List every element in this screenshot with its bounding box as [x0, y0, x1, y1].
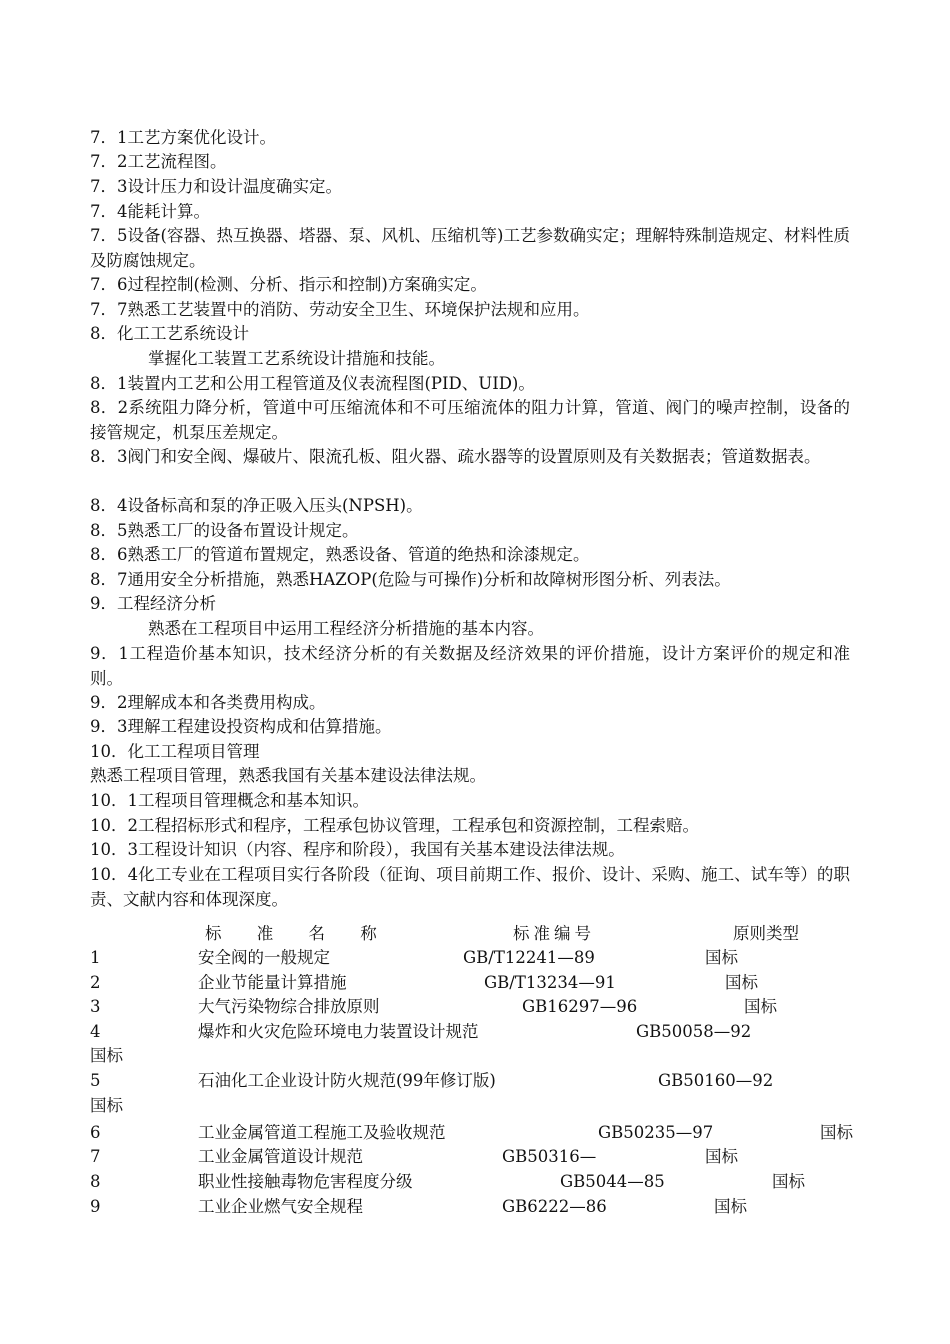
text-line: 8．1装置内工艺和公用工程管道及仪表流程图(PID、UID)。: [90, 374, 535, 393]
standard-type: 国标: [744, 997, 777, 1016]
standard-name: 企业节能量计算措施: [198, 973, 347, 992]
text-line: 7．7熟悉工艺装置中的消防、劳动安全卫生、环境保护法规和应用。: [90, 300, 590, 319]
text-paragraph: 8．2系统阻力降分析，管道中可压缩流体和不可压缩流体的阻力计算，管道、阀门的噪声控制，设备的接管规定，机泵压差规定。: [90, 398, 850, 442]
header-name: 标 准 名 称: [205, 924, 380, 943]
standard-type: 国标: [725, 973, 758, 992]
standard-name: 职业性接触毒物危害程度分级: [198, 1172, 413, 1191]
text-line: 7．4能耗计算。: [90, 202, 210, 221]
row-number: 4: [90, 1022, 101, 1041]
standard-code: GB50160—92: [658, 1071, 774, 1090]
standard-type: 国标: [820, 1123, 853, 1142]
standard-name: 安全阀的一般规定: [198, 948, 330, 967]
section-intro: 掌握化工装置工艺系统设计措施和技能。: [148, 349, 445, 368]
row-number: 6: [90, 1123, 101, 1142]
header-code: 标准编号: [513, 924, 595, 943]
row-number: 5: [90, 1071, 101, 1090]
standard-type: 国标: [772, 1172, 805, 1191]
row-number: 3: [90, 997, 101, 1016]
text-paragraph: 8．3阀门和安全阀、爆破片、限流孔板、阻火器、疏水器等的设置原则及有关数据表；管道数据表。: [90, 447, 821, 466]
text-line: 8．4设备标高和泵的净正吸入压头(NPSH)。: [90, 496, 423, 515]
text-line: 7．3设计压力和设计温度确实定。: [90, 177, 342, 196]
text-line: 7．1工艺方案优化设计。: [90, 128, 276, 147]
standard-name: 大气污染物综合排放原则: [198, 997, 380, 1016]
standard-name: 工业金属管道工程施工及验收规范: [198, 1123, 446, 1142]
section-intro: 熟悉在工程项目中运用工程经济分析措施的基本内容。: [148, 619, 544, 638]
section-intro: 熟悉工程项目管理，熟悉我国有关基本建设法律法规。: [90, 766, 486, 785]
text-paragraph: 7．5设备(容器、热互换器、塔器、泵、风机、压缩机等)工艺参数确实定；理解特殊制造规定、材料性质及防腐蚀规定。: [90, 226, 850, 270]
text-line: 7．2工艺流程图。: [90, 152, 227, 171]
standard-code: GB/T12241—89: [463, 948, 595, 967]
standard-type: 国标: [90, 1046, 123, 1065]
text-paragraph: 9．1工程造价基本知识，技术经济分析的有关数据及经济效果的评价措施，设计方案评价的规定和准则。: [90, 644, 850, 688]
text-line: 9．2理解成本和各类费用构成。: [90, 693, 326, 712]
text-line: 8．7通用安全分析措施，熟悉HAZOP(危险与可操作)分析和故障树形图分析、列表法。: [90, 570, 731, 589]
standard-name: 工业金属管道设计规范: [198, 1147, 363, 1166]
row-number: 2: [90, 973, 101, 992]
standard-type: 国标: [705, 948, 738, 967]
standard-code: GB5044—85: [560, 1172, 665, 1191]
row-number: 7: [90, 1147, 101, 1166]
text-line: 10．3工程设计知识（内容、程序和阶段），我国有关基本建设法律法规。: [90, 840, 625, 859]
section-heading: 8．化工工艺系统设计: [90, 324, 249, 343]
standard-code: GB6222—86: [502, 1197, 607, 1216]
standard-code: GB50058—92: [636, 1022, 752, 1041]
text-line: 10．1工程项目管理概念和基本知识。: [90, 791, 369, 810]
standard-code: GB50235—97: [598, 1123, 714, 1142]
text-line: 9．3理解工程建设投资构成和估算措施。: [90, 717, 392, 736]
row-number: 8: [90, 1172, 101, 1191]
standard-code: GB/T13234—91: [484, 973, 616, 992]
text-line: 8．6熟悉工厂的管道布置规定，熟悉设备、管道的绝热和涂漆规定。: [90, 545, 590, 564]
standard-type: 国标: [90, 1096, 123, 1115]
standard-code: GB50316—: [502, 1147, 597, 1166]
text-line: 8．5熟悉工厂的设备布置设计规定。: [90, 521, 359, 540]
row-number: 1: [90, 948, 101, 967]
standard-name: 石油化工企业设计防火规范(99年修订版): [198, 1071, 496, 1090]
standard-type: 国标: [705, 1147, 738, 1166]
standard-name: 工业企业燃气安全规程: [198, 1197, 363, 1216]
header-type: 原则类型: [733, 924, 799, 943]
text-line: 10．2工程招标形式和程序，工程承包协议管理，工程承包和资源控制，工程索赔。: [90, 816, 699, 835]
section-heading: 10．化工工程项目管理: [90, 742, 260, 761]
standard-type: 国标: [714, 1197, 747, 1216]
section-heading: 9．工程经济分析: [90, 594, 216, 613]
standard-code: GB16297—96: [522, 997, 638, 1016]
text-paragraph: 10．4化工专业在工程项目实行各阶段（征询、项目前期工作、报价、设计、采购、施工、试车等）的职责、文献内容和体现深度。: [90, 865, 850, 909]
row-number: 9: [90, 1197, 101, 1216]
standard-name: 爆炸和火灾危险环境电力装置设计规范: [198, 1022, 479, 1041]
text-line: 7．6过程控制(检测、分析、指示和控制)方案确实定。: [90, 275, 487, 294]
